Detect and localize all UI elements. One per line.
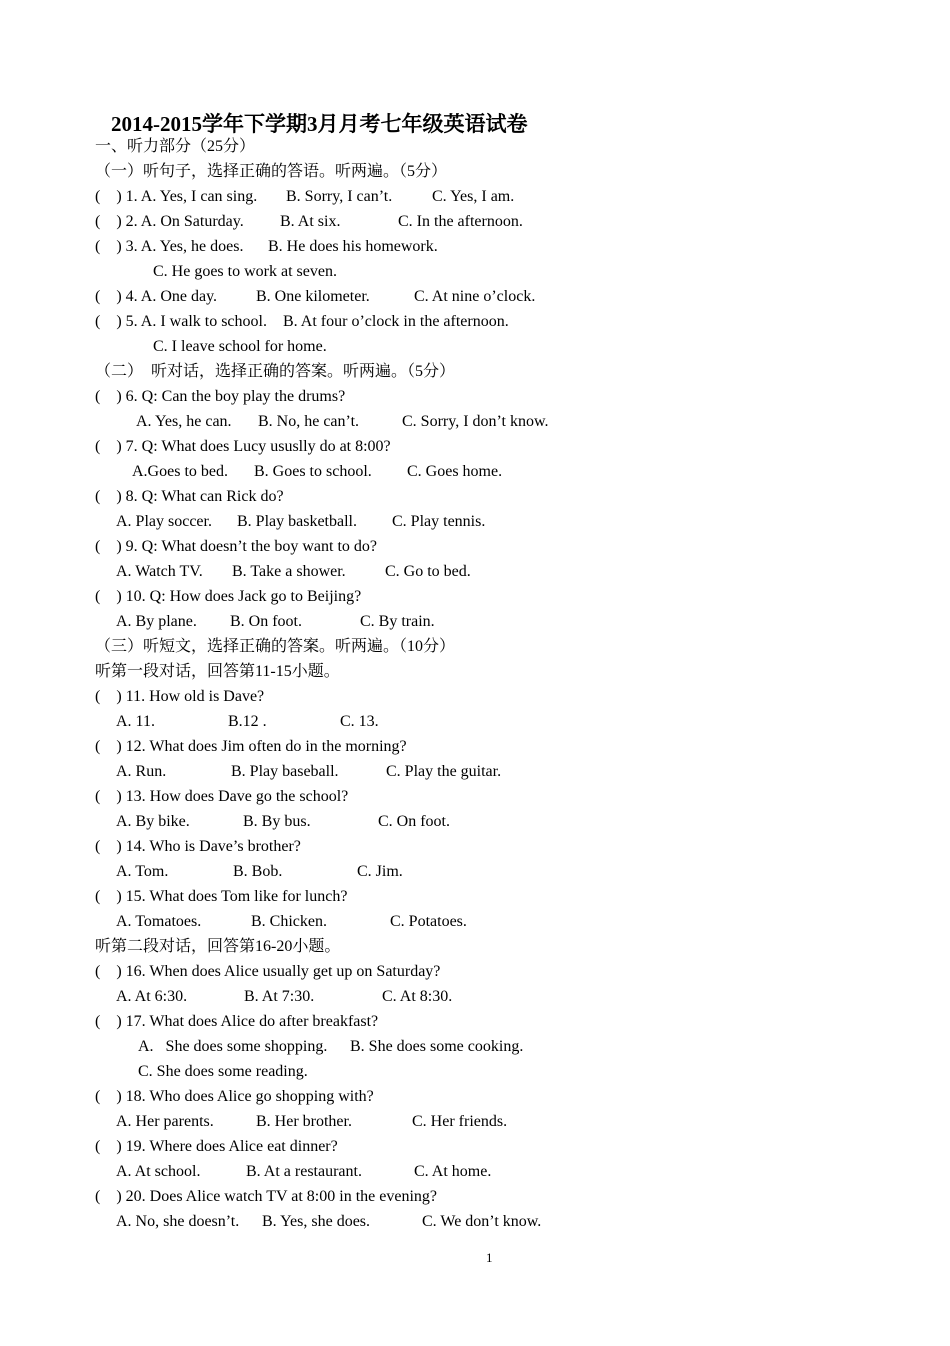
option-text: B. On foot. bbox=[230, 613, 302, 630]
option-text: C. Yes, I am. bbox=[432, 188, 515, 205]
line-text: ( ) 2. A. On Saturday. bbox=[95, 213, 244, 230]
option-text: C. Goes home. bbox=[407, 463, 503, 480]
text-line bbox=[95, 1084, 895, 1109]
line-text: ( ) 6. Q: Can the boy play the drums? bbox=[95, 388, 346, 405]
line-text: 听第一段对话，回答第11-15小题。 bbox=[95, 663, 340, 680]
line-text: （二） 听对话，选择正确的答案。听两遍。（5分） bbox=[95, 363, 456, 380]
text-line bbox=[95, 859, 895, 884]
text-line bbox=[95, 1059, 895, 1084]
text-line bbox=[95, 634, 895, 659]
text-line bbox=[95, 434, 895, 459]
option-text: C. Sorry, I don’t know. bbox=[402, 413, 549, 430]
text-line bbox=[95, 584, 895, 609]
text-line bbox=[95, 809, 895, 834]
line-text: A. At school. bbox=[116, 1163, 201, 1180]
option-text: C. 13. bbox=[340, 713, 379, 730]
line-text: （三）听短文，选择正确的答案。听两遍。（10分） bbox=[95, 638, 456, 655]
option-text: C. In the afternoon. bbox=[398, 213, 523, 230]
text-line bbox=[95, 709, 895, 734]
text-line bbox=[95, 509, 895, 534]
option-text: B. Play basketball. bbox=[237, 513, 357, 530]
line-text: ( ) 8. Q: What can Rick do? bbox=[95, 488, 284, 505]
line-text: ( ) 5. A. I walk to school. bbox=[95, 313, 267, 330]
text-line bbox=[95, 334, 895, 359]
option-text: C. Go to bed. bbox=[385, 563, 471, 580]
option-text: C. Her friends. bbox=[412, 1113, 508, 1130]
option-text: B.12 . bbox=[228, 713, 267, 730]
text-line bbox=[95, 609, 895, 634]
line-text: ( ) 3. A. Yes, he does. bbox=[95, 238, 244, 255]
text-line bbox=[95, 309, 895, 334]
text-line bbox=[95, 984, 895, 1009]
line-text: C. She does some reading. bbox=[138, 1063, 308, 1080]
text-line bbox=[95, 884, 895, 909]
text-line bbox=[95, 834, 895, 859]
text-line bbox=[95, 659, 895, 684]
line-text: ( ) 1. A. Yes, I can sing. bbox=[95, 188, 258, 205]
line-text: ( ) 15. What does Tom like for lunch? bbox=[95, 888, 348, 905]
line-text: 听第二段对话，回答第16-20小题。 bbox=[95, 938, 341, 955]
text-line bbox=[95, 1209, 895, 1234]
text-line bbox=[95, 459, 895, 484]
option-text: B. At six. bbox=[280, 213, 341, 230]
text-line bbox=[95, 209, 895, 234]
line-text: ( ) 16. When does Alice usually get up on Saturday? bbox=[95, 963, 441, 980]
line-text: ( ) 9. Q: What doesn’t the boy want to do? bbox=[95, 538, 378, 555]
text-line bbox=[95, 1009, 895, 1034]
text-line bbox=[95, 1159, 895, 1184]
option-text: C. At nine o’clock. bbox=[414, 288, 536, 305]
line-text: ( ) 7. Q: What does Lucy ususlly do at 8:00? bbox=[95, 438, 391, 455]
text-line bbox=[95, 909, 895, 934]
line-text: A. Watch TV. bbox=[116, 563, 203, 580]
option-text: B. Goes to school. bbox=[254, 463, 372, 480]
option-text: C. At 8:30. bbox=[382, 988, 453, 1005]
option-text: B. Bob. bbox=[233, 863, 283, 880]
line-text: A. She does some shopping. bbox=[138, 1038, 328, 1055]
line-text: A. Tomatoes. bbox=[116, 913, 202, 930]
line-text: A. 11. bbox=[116, 713, 155, 730]
line-text: A. Run. bbox=[116, 763, 167, 780]
page-title: 2014-2015学年下学期3月月考七年级英语试卷 bbox=[111, 112, 528, 136]
option-text: B. By bus. bbox=[243, 813, 311, 830]
text-line bbox=[95, 534, 895, 559]
line-text: ( ) 13. How does Dave go the school? bbox=[95, 788, 349, 805]
text-line bbox=[95, 159, 895, 184]
line-text: ( ) 17. What does Alice do after breakfast? bbox=[95, 1013, 379, 1030]
text-line bbox=[95, 559, 895, 584]
option-text: C. Potatoes. bbox=[390, 913, 467, 930]
text-line bbox=[95, 409, 895, 434]
text-line bbox=[95, 184, 895, 209]
line-text: A.Goes to bed. bbox=[132, 463, 228, 480]
text-line bbox=[95, 1184, 895, 1209]
text-line bbox=[95, 359, 895, 384]
text-line bbox=[95, 134, 895, 159]
line-text: A. Play soccer. bbox=[116, 513, 212, 530]
line-text: ( ) 10. Q: How does Jack go to Beijing? bbox=[95, 588, 362, 605]
text-line bbox=[95, 759, 895, 784]
option-text: C. On foot. bbox=[378, 813, 450, 830]
line-text: A. No, she doesn’t. bbox=[116, 1213, 240, 1230]
text-line bbox=[95, 934, 895, 959]
option-text: C. We don’t know. bbox=[422, 1213, 542, 1230]
line-text: ( ) 19. Where does Alice eat dinner? bbox=[95, 1138, 338, 1155]
line-text: 一、听力部分（25分） bbox=[95, 138, 256, 155]
line-text: A. Her parents. bbox=[116, 1113, 214, 1130]
text-line bbox=[95, 1134, 895, 1159]
line-text: （一）听句子，选择正确的答语。听两遍。（5分） bbox=[95, 163, 448, 180]
option-text: B. At 7:30. bbox=[244, 988, 315, 1005]
option-text: B. She does some cooking. bbox=[350, 1038, 524, 1055]
option-text: B. One kilometer. bbox=[256, 288, 370, 305]
option-text: C. At home. bbox=[414, 1163, 492, 1180]
line-text: A. By plane. bbox=[116, 613, 197, 630]
option-text: B. At a restaurant. bbox=[246, 1163, 362, 1180]
text-line bbox=[95, 1034, 895, 1059]
option-text: B. Her brother. bbox=[256, 1113, 352, 1130]
text-line bbox=[95, 259, 895, 284]
line-text: A. At 6:30. bbox=[116, 988, 188, 1005]
line-text: ( ) 12. What does Jim often do in the morning? bbox=[95, 738, 407, 755]
line-text: C. I leave school for home. bbox=[153, 338, 327, 355]
option-text: B. No, he can’t. bbox=[258, 413, 360, 430]
option-text: C. By train. bbox=[360, 613, 435, 630]
option-text: B. At four o’clock in the afternoon. bbox=[283, 313, 509, 330]
option-text: B. Take a shower. bbox=[232, 563, 346, 580]
text-line bbox=[95, 734, 895, 759]
line-text: A. By bike. bbox=[116, 813, 190, 830]
option-text: B. Play baseball. bbox=[231, 763, 339, 780]
option-text: B. He does his homework. bbox=[268, 238, 438, 255]
line-text: ( ) 4. A. One day. bbox=[95, 288, 218, 305]
line-text: C. He goes to work at seven. bbox=[153, 263, 337, 280]
text-line bbox=[95, 484, 895, 509]
option-text: C. Play tennis. bbox=[392, 513, 486, 530]
line-text: A. Tom. bbox=[116, 863, 169, 880]
option-text: B. Sorry, I can’t. bbox=[286, 188, 393, 205]
text-line bbox=[95, 1109, 895, 1134]
line-text: ( ) 11. How old is Dave? bbox=[95, 688, 265, 705]
text-line bbox=[95, 959, 895, 984]
text-line bbox=[95, 684, 895, 709]
text-line bbox=[95, 284, 895, 309]
line-text: A. Yes, he can. bbox=[136, 413, 232, 430]
line-text: ( ) 18. Who does Alice go shopping with? bbox=[95, 1088, 374, 1105]
line-text: ( ) 14. Who is Dave’s brother? bbox=[95, 838, 301, 855]
option-text: B. Chicken. bbox=[251, 913, 327, 930]
line-text: ( ) 20. Does Alice watch TV at 8:00 in the evening? bbox=[95, 1188, 437, 1205]
option-text: C. Jim. bbox=[357, 863, 403, 880]
text-line bbox=[95, 784, 895, 809]
text-line bbox=[95, 384, 895, 409]
option-text: C. Play the guitar. bbox=[386, 763, 502, 780]
question-list bbox=[95, 134, 895, 1234]
option-text: B. Yes, she does. bbox=[262, 1213, 371, 1230]
page-number: 1 bbox=[486, 1250, 493, 1265]
text-line bbox=[95, 234, 895, 259]
